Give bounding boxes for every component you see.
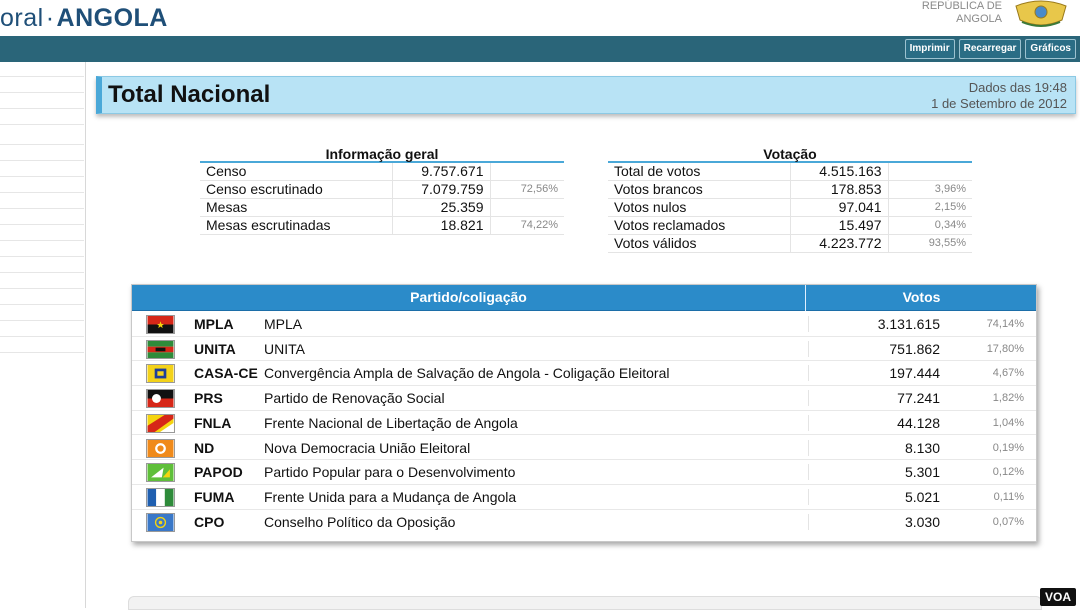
table-row — [608, 181, 972, 199]
row-value: 4.515.163 — [790, 163, 888, 181]
timestamp-date: 1 de Setembro de 2012 — [931, 96, 1067, 111]
party-name: Partido Popular para o Desenvolvimento — [264, 464, 516, 481]
cpo-flag-icon — [146, 513, 175, 532]
site-header — [0, 0, 1080, 38]
party-name: Convergência Ampla de Salvação de Angola - Coligação Eleitoral — [264, 365, 670, 382]
table-row — [608, 199, 972, 217]
party-row[interactable] — [132, 485, 1036, 510]
party-votes: 5.301 — [808, 464, 940, 480]
party-abbr: FNLA — [194, 414, 232, 431]
republica-line1: REPÚBLICA DE — [921, 0, 1002, 12]
table-row — [608, 235, 972, 253]
party-percent: 4,67% — [992, 367, 1024, 380]
general-info-heading: Informação geral — [200, 146, 564, 163]
row-label: Mesas escrutinadas — [200, 217, 392, 235]
brand-name: ANGOLA — [56, 4, 168, 32]
sidebar-divider — [0, 108, 84, 109]
casa-ce-flag-icon — [146, 364, 175, 383]
party-abbr: CASA-CE — [194, 365, 258, 382]
party-votes: 197.444 — [808, 365, 940, 381]
general-info-table — [200, 146, 564, 235]
sidebar-divider — [0, 224, 84, 225]
row-label: Censo escrutinado — [200, 181, 392, 199]
party-row[interactable] — [132, 386, 1036, 411]
party-votes: 5.021 — [808, 489, 940, 505]
row-value: 15.497 — [790, 217, 888, 235]
party-column-header[interactable]: Partido/coligação — [132, 285, 806, 311]
page-title: Total Nacional — [108, 81, 271, 108]
party-abbr: MPLA — [194, 316, 234, 332]
row-percent — [888, 163, 972, 181]
party-table-header — [132, 285, 1036, 311]
papod-flag-icon — [146, 463, 175, 482]
sidebar-divider — [0, 304, 84, 305]
voting-rows — [608, 163, 972, 253]
brand-prefix: oral — [0, 4, 44, 32]
table-row — [200, 181, 564, 199]
party-votes: 3.131.615 — [808, 316, 940, 332]
party-percent: 17,80% — [986, 342, 1024, 355]
party-row[interactable] — [132, 436, 1036, 461]
sidebar — [0, 62, 86, 608]
votes-column-header[interactable]: Votos — [902, 289, 941, 305]
party-row[interactable] — [132, 411, 1036, 436]
party-percent: 74,14% — [986, 318, 1024, 330]
sidebar-divider — [0, 92, 84, 93]
sidebar-divider — [0, 160, 84, 161]
row-label: Votos válidos — [608, 235, 790, 253]
party-abbr: FUMA — [194, 488, 235, 505]
republica-label — [922, 0, 1002, 26]
row-percent: 74,22% — [490, 217, 564, 235]
sidebar-divider — [0, 208, 84, 209]
party-name: Frente Nacional de Libertação de Angola — [264, 414, 518, 431]
nd-flag-icon — [146, 439, 175, 458]
prs-flag-icon — [146, 389, 175, 408]
party-name: Frente Unida para a Mudança de Angola — [264, 488, 517, 505]
sidebar-divider — [0, 336, 84, 337]
brand-separator: · — [45, 4, 55, 32]
party-name: UNITA — [264, 340, 305, 357]
row-percent — [490, 199, 564, 217]
row-value: 178.853 — [790, 181, 888, 199]
party-abbr: PAPOD — [194, 464, 243, 481]
sidebar-divider — [0, 144, 84, 145]
row-label: Censo — [200, 163, 392, 181]
sidebar-divider — [0, 76, 84, 77]
table-row — [608, 217, 972, 235]
party-name: MPLA — [264, 316, 303, 332]
sidebar-divider — [0, 240, 84, 241]
party-abbr: CPO — [194, 513, 225, 530]
page-title-bar — [96, 76, 1076, 114]
party-percent: 1,04% — [992, 416, 1024, 429]
row-value: 18.821 — [392, 217, 490, 235]
sidebar-divider — [0, 256, 84, 257]
party-row[interactable] — [132, 312, 1036, 337]
party-row[interactable] — [132, 337, 1036, 362]
party-percent: 0,11% — [993, 490, 1024, 503]
row-value: 9.757.671 — [392, 163, 490, 181]
table-row — [200, 217, 564, 235]
sidebar-divider — [0, 192, 84, 193]
row-label: Mesas — [200, 199, 392, 217]
party-abbr: UNITA — [194, 340, 236, 357]
timestamp-time: Dados das 19:48 — [968, 80, 1067, 95]
voting-table — [608, 146, 972, 253]
party-votes: 8.130 — [808, 440, 940, 456]
party-percent: 0,07% — [992, 515, 1024, 528]
row-label: Votos nulos — [608, 199, 790, 217]
row-percent: 3,96% — [888, 181, 972, 199]
row-label: Votos reclamados — [608, 217, 790, 235]
party-name: Nova Democracia União Eleitoral — [264, 439, 471, 456]
unita-flag-icon — [146, 340, 175, 359]
general-info-rows — [200, 163, 564, 235]
party-percent: 0,12% — [992, 466, 1024, 479]
party-name: Partido de Renovação Social — [264, 390, 445, 407]
table-row — [608, 163, 972, 181]
sidebar-divider — [0, 320, 84, 321]
row-label: Total de votos — [608, 163, 790, 181]
voting-heading: Votação — [608, 146, 972, 163]
row-label: Votos brancos — [608, 181, 790, 199]
party-percent: 1,82% — [992, 392, 1024, 405]
party-percent: 0,19% — [992, 441, 1024, 454]
party-votes: 44.128 — [808, 415, 940, 431]
print-button[interactable]: Imprimir — [905, 39, 955, 59]
row-value: 4.223.772 — [790, 235, 888, 253]
reload-button[interactable]: Recarregar — [959, 39, 1022, 59]
table-row — [200, 163, 564, 181]
sidebar-divider — [0, 288, 84, 289]
data-timestamp — [931, 80, 1067, 112]
national-emblem-icon — [1012, 0, 1070, 28]
row-value: 97.041 — [790, 199, 888, 217]
charts-button[interactable]: Gráficos — [1025, 39, 1076, 59]
site-brand[interactable] — [0, 4, 168, 33]
party-votes: 77.241 — [808, 390, 940, 406]
mpla-flag-icon — [146, 315, 175, 334]
party-votes: 3.030 — [808, 514, 940, 530]
party-name: Conselho Político da Oposição — [264, 513, 456, 530]
party-abbr: ND — [194, 439, 215, 456]
fnla-flag-icon — [146, 414, 175, 433]
fuma-flag-icon — [146, 488, 175, 507]
sidebar-divider — [0, 176, 84, 177]
table-row — [200, 199, 564, 217]
party-row[interactable] — [132, 510, 1036, 535]
row-percent: 72,56% — [490, 181, 564, 199]
party-row[interactable] — [132, 361, 1036, 386]
row-percent: 0,34% — [888, 217, 972, 235]
party-votes: 751.862 — [808, 341, 940, 357]
republica-line2: ANGOLA — [956, 13, 1002, 25]
row-percent — [490, 163, 564, 181]
nav-buttons — [905, 39, 1076, 59]
row-value: 7.079.759 — [392, 181, 490, 199]
row-value: 25.359 — [392, 199, 490, 217]
row-percent: 2,15% — [888, 199, 972, 217]
party-row[interactable] — [132, 460, 1036, 485]
party-abbr: PRS — [194, 390, 223, 407]
sidebar-divider — [0, 352, 84, 353]
sidebar-divider — [0, 124, 84, 125]
row-percent: 93,55% — [888, 235, 972, 253]
sidebar-divider — [0, 272, 84, 273]
party-results-table — [131, 284, 1037, 542]
voa-watermark: VOA — [1040, 588, 1076, 606]
